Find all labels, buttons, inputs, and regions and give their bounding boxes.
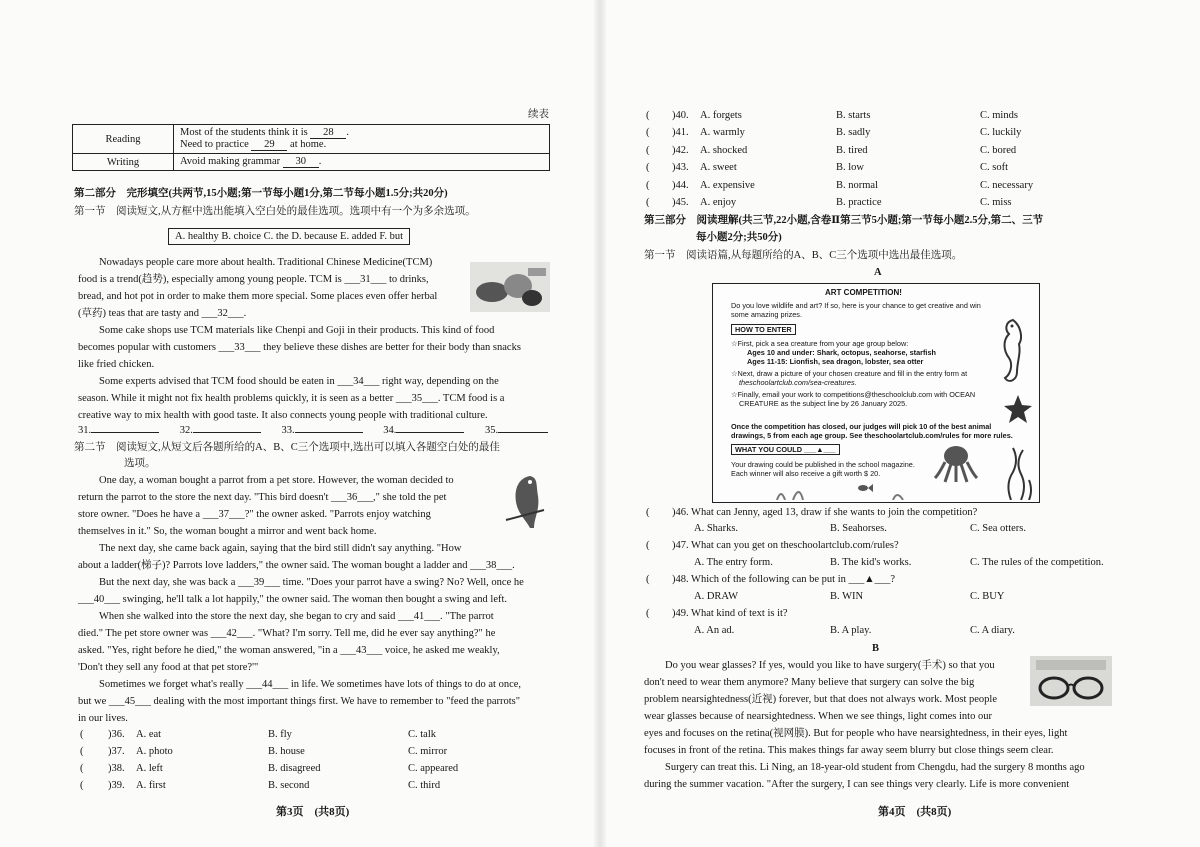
answer-num: 32.: [179, 425, 193, 436]
answer-blank[interactable]: [193, 432, 261, 433]
poster-step: Ages 10 and under: Shark, octopus, seahorse, starfish: [747, 348, 936, 357]
choice-b[interactable]: B. practice: [836, 197, 882, 208]
tcm-food-image: [470, 262, 550, 312]
choice-row: (: [80, 746, 84, 757]
cell-text: Most of the students think it is: [180, 127, 308, 138]
passage-line: The next day, she came back again, saying that the bird still didn't say anything. "How: [99, 543, 462, 554]
option-box: A. healthy B. choice C. the D. because E. added F. but: [168, 228, 410, 245]
choice-c[interactable]: C. minds: [980, 110, 1018, 121]
passage-line: food is a trend(趋势), especially among young people. TCM is ___31___ to drinks,: [78, 274, 429, 285]
choice-a[interactable]: A. Sharks.: [694, 523, 739, 534]
question-bracket: (: [646, 507, 650, 518]
poster-step: CREATURE as the subject line by 26 January 2025.: [739, 399, 908, 408]
choice-row: (: [80, 780, 84, 791]
poster-link[interactable]: theschoolartclub.com/sea-creatures.: [739, 378, 857, 387]
poster-prize: Your drawing could be published in the school magazine.: [731, 460, 915, 469]
page-footer-left: 第3页 (共8页): [276, 806, 350, 818]
passage-line: (草药) teas that are tasty and ___32___.: [78, 308, 247, 319]
passage-line: creative way to mix health with good taste. It also connects young people with traditional culture.: [78, 410, 488, 421]
passage-line: Nowadays people care more about health. Traditional Chinese Medicine(TCM): [99, 257, 433, 268]
choice-b[interactable]: B. WIN: [830, 591, 864, 602]
table-cell: [174, 154, 550, 171]
choice-b[interactable]: B. house: [268, 746, 305, 757]
section1-title: 第一节 阅读短文,从方框中选出能填入空白处的最佳选项。选项中有一个为多余选项。: [74, 206, 476, 217]
choice-a[interactable]: A. forgets: [700, 110, 742, 121]
choice-a[interactable]: A. enjoy: [700, 197, 737, 208]
blank-30: 30: [283, 156, 319, 168]
answer-blank[interactable]: [295, 432, 363, 433]
choice-num: )39.: [108, 780, 125, 791]
part3-title: 第三部分 阅读理解(共三节,22小题,含卷Ⅱ第三节5小题;第一节每小题2.5分,第二、三节: [644, 215, 1044, 226]
cell-text: at home.: [290, 139, 327, 150]
choice-a[interactable]: A. DRAW: [694, 591, 739, 602]
question-48: )48. Which of the following can be put in ___▲___?: [672, 574, 896, 585]
choice-b[interactable]: B. low: [836, 162, 865, 173]
choice-row: (: [646, 162, 650, 173]
passage-label-a: A: [874, 267, 882, 278]
passage-line: One day, a woman bought a parrot from a pet store. However, the woman decided to: [99, 475, 454, 486]
choice-num: )36.: [108, 729, 125, 740]
choice-num: )41.: [672, 127, 689, 138]
passage-line: When she walked into the store the next day, she began to cry and said ___41___. "The parrot: [99, 611, 494, 622]
cell-text: .: [346, 127, 350, 138]
answer-num: 33.: [281, 425, 295, 436]
passage-line: in our lives.: [78, 713, 128, 724]
question-bracket: (: [646, 574, 650, 585]
what-you-could-heading: WHAT YOU COULD ___▲___: [731, 444, 840, 455]
passage-line: focuses in front of the retina. This makes things far away seem blurry but close things seem clear.: [644, 745, 1054, 756]
choice-a[interactable]: A. eat: [136, 729, 162, 740]
choice-c[interactable]: C. necessary: [980, 180, 1034, 191]
cell-text: Avoid making grammar: [180, 156, 281, 167]
page-gutter: [594, 0, 606, 847]
choice-num: )38.: [108, 763, 125, 774]
choice-c[interactable]: C. third: [408, 780, 441, 791]
choice-b[interactable]: B. tired: [836, 145, 868, 156]
choice-num: )43.: [672, 162, 689, 173]
glasses-image: [1030, 656, 1112, 706]
choice-b[interactable]: B. sadly: [836, 127, 871, 138]
choice-b[interactable]: B. normal: [836, 180, 878, 191]
passage-line: died." The pet store owner was ___42___. "What? I'm sorry. Tell me, did he ever say anything?" he: [78, 628, 496, 639]
passage-line: Do you wear glasses? If yes, would you like to have surgery(手术) so that you: [665, 660, 995, 671]
part3-title-cont: 每小题2分;共50分): [696, 232, 782, 243]
passage-line: store owner. "Does he have a ___37___?" the owner asked. "Parrots enjoy watching: [78, 509, 431, 520]
choice-b[interactable]: B. Seahorses.: [830, 523, 887, 534]
passage-line: about a ladder(梯子)? Parrots love ladders," the owner said. The woman bought a ladder and ___38___.: [78, 560, 515, 571]
passage-line: don't need to wear them anymore? Many believe that surgery can solve the big: [644, 677, 975, 688]
poster-text: Do you love wildlife and art? If so, here is your chance to get creative and win: [731, 301, 981, 310]
passage-line: asked. "Yes, right before he died," the woman answered, "in a ___43___ voice, he asked me weakly,: [78, 645, 500, 656]
answer-num: 35.: [485, 425, 499, 436]
poster-prize: Each winner will also receive a gift worth $ 20.: [731, 469, 881, 478]
passage-line: eyes and focuses on the retina(视网膜). But for people who have nearsightedness, in their eyes, light: [644, 728, 1068, 739]
choice-row: (: [646, 145, 650, 156]
choice-b[interactable]: B. disagreed: [268, 763, 321, 774]
answer-blank[interactable]: [396, 432, 464, 433]
passage-line: return the parrot to the store the next day. "This bird doesn't ___36___," she told the pet: [78, 492, 447, 503]
choice-c[interactable]: C. talk: [408, 729, 436, 740]
choice-c[interactable]: C. Sea otters.: [970, 523, 1026, 534]
part3-section1-title: 第一节 阅读语篇,从每题所给的A、B、C三个选项中选出最佳选项。: [644, 250, 963, 261]
passage-line: Sometimes we forget what's really ___44___ in life. We sometimes have lots of things to do at once,: [99, 679, 522, 690]
choice-c[interactable]: C. mirror: [408, 746, 448, 757]
passage-surgery-2: [644, 725, 1114, 793]
answer-blank[interactable]: [91, 432, 159, 433]
question-49: )49. What kind of text is it?: [672, 608, 788, 619]
passage-parrot: [78, 472, 496, 540]
choice-b[interactable]: B. fly: [268, 729, 292, 740]
question-46: )46. What can Jenny, aged 13, draw if she wants to join the competition?: [672, 507, 978, 518]
choice-row: (: [80, 729, 84, 740]
choice-a[interactable]: A. left: [136, 763, 163, 774]
choice-a[interactable]: A. sweet: [700, 162, 737, 173]
passage-line: season. While it might not fix health problems quickly, it is seen as a better ___35___. TCM food is a: [78, 393, 505, 404]
poster-step: ☆First, pick a sea creature from your age group below:: [731, 339, 909, 348]
seahorse-icon: [995, 316, 1029, 388]
choice-c[interactable]: C. soft: [980, 162, 1009, 173]
choice-b[interactable]: B. second: [268, 780, 310, 791]
how-to-enter-heading: HOW TO ENTER: [731, 324, 796, 335]
passage-line: problem nearsightedness(近视) forever, but that does not always work. Most people: [644, 694, 997, 705]
passage-tcm-2: [78, 322, 550, 424]
passage-surgery: [644, 657, 1026, 725]
choice-a[interactable]: A. The entry form.: [694, 557, 773, 568]
passage-line: But the next day, she was back a ___39___ time. "Does your parrot have a swing? No? Well, once he: [99, 577, 524, 588]
choice-num: )42.: [672, 145, 689, 156]
choice-a[interactable]: A. shocked: [700, 145, 748, 156]
table-label: Writing: [73, 154, 174, 171]
passage-line: bread, and hot pot in order to make them more special. Some places even offer herbal: [78, 291, 438, 302]
passage-line: themselves in it." So, the woman bought a mirror and went back home.: [78, 526, 377, 537]
section2-title-cont: 选项。: [124, 458, 156, 469]
choice-b[interactable]: B. The kid's works.: [830, 557, 912, 568]
choice-c[interactable]: C. BUY: [970, 591, 1005, 602]
blank-28: 28: [310, 127, 346, 139]
choice-row: (: [646, 110, 650, 121]
passage-line: Some experts advised that TCM food should be eaten in ___34___ right way, depending on the: [99, 376, 499, 387]
choice-num: )44.: [672, 180, 689, 191]
poster-closing: drawings, 5 from each age group. See theschoolartclub.com/rules for more rules.: [731, 431, 1013, 440]
choice-a[interactable]: A. warmly: [700, 127, 745, 138]
passage-line: ___40___ swinging, he'll talk a lot happily," the owner said. The woman then bought a swing and left.: [78, 594, 508, 605]
passage-parrot-2: [78, 540, 550, 727]
choice-c[interactable]: C. luckily: [980, 127, 1022, 138]
choice-b[interactable]: B. A play.: [830, 625, 872, 636]
part2-title: 第二部分 完形填空(共两节,15小题;第一节每小题1分,第二节每小题1.5分;共20分): [74, 188, 448, 199]
question-bracket: (: [646, 540, 650, 551]
passage-line: but we ___45___ dealing with the most important things first. We have to remember to "feed the parrots": [78, 696, 521, 707]
answer-num: 34.: [383, 425, 397, 436]
choice-num: )45.: [672, 197, 689, 208]
poster-text: some amazing prizes.: [731, 310, 802, 319]
table-label: Reading: [73, 125, 174, 154]
cell-text: Need to practice: [180, 139, 249, 150]
octopus-icon: [933, 444, 979, 484]
poster-closing: Once the competition has closed, our judges will pick 10 of the best animal: [731, 422, 992, 431]
choice-num: )40.: [672, 110, 689, 121]
answer-blank[interactable]: [498, 432, 548, 433]
choice-a[interactable]: A. An ad.: [694, 625, 735, 636]
choice-row: (: [646, 197, 650, 208]
poster-step: ☆Finally, email your work to competitions@theschoolclub.com with OCEAN: [731, 390, 976, 399]
question-bracket: (: [646, 608, 650, 619]
passage-line: 'Don't they sell any food at that pet store?'": [78, 662, 259, 673]
choice-a[interactable]: A. photo: [136, 746, 173, 757]
poster-title: ART COMPETITION!: [825, 288, 902, 297]
choice-num: )37.: [108, 746, 125, 757]
choice-c[interactable]: C. A diary.: [970, 625, 1015, 636]
blank-29: 29: [251, 139, 287, 151]
passage-line: Surgery can treat this. Li Ning, an 18-year-old student from Chengdu, had the surgery 8 months ago: [665, 762, 1085, 773]
page-footer-right: 第4页 (共8页): [878, 806, 952, 818]
poster-step: Ages 11-15: Lionfish, sea dragon, lobster, sea otter: [747, 357, 924, 366]
starfish-icon: [1003, 394, 1033, 424]
reading-writing-table: [72, 124, 550, 171]
table-row: [73, 154, 550, 171]
choice-a[interactable]: A. expensive: [700, 180, 755, 191]
poster-step: ☆Next, draw a picture of your chosen creature and fill in the entry form at: [731, 369, 968, 378]
parrot-image: [500, 470, 548, 532]
section2-title: 第二节 阅读短文,从短文后各题所给的A、B、C三个选项中,选出可以填入各题空白处的最佳: [74, 442, 500, 453]
coral-fish-icon: [773, 480, 923, 500]
passage-tcm: [78, 254, 464, 322]
question-47: )47. What can you get on theschoolartclub.com/rules?: [672, 540, 899, 551]
choice-c[interactable]: C. bored: [980, 145, 1017, 156]
passage-line: Some cake shops use TCM materials like Chenpi and Goji in their products. This kind of food: [99, 325, 495, 336]
passage-label-b: B: [872, 643, 880, 654]
answer-line: [78, 424, 548, 438]
cell-text: .: [318, 156, 322, 167]
choice-b[interactable]: B. starts: [836, 110, 871, 121]
table-row: [73, 125, 550, 154]
seaweed-icon: [1003, 444, 1035, 500]
passage-line: wear glasses because of nearsightedness. When we see things, light comes into our: [644, 711, 992, 722]
choice-c[interactable]: C. miss: [980, 197, 1012, 208]
choice-row: (: [80, 763, 84, 774]
answer-num: 31.: [78, 425, 92, 436]
continued-label: 续表: [528, 109, 549, 120]
passage-line: during the summer vacation. "After the surgery, I can see things very clearly. Life is more convenient: [644, 779, 1070, 790]
choice-row: (: [646, 180, 650, 191]
table-cell: [174, 125, 550, 154]
choice-a[interactable]: A. first: [136, 780, 166, 791]
choice-c[interactable]: C. appeared: [408, 763, 459, 774]
choice-row: (: [646, 127, 650, 138]
choice-c[interactable]: C. The rules of the competition.: [970, 557, 1104, 568]
passage-line: becomes popular with customers ___33___ they believe these dishes are better for their body than snacks: [78, 342, 521, 353]
art-competition-poster: [712, 283, 1040, 503]
passage-line: like fried chicken.: [78, 359, 155, 370]
